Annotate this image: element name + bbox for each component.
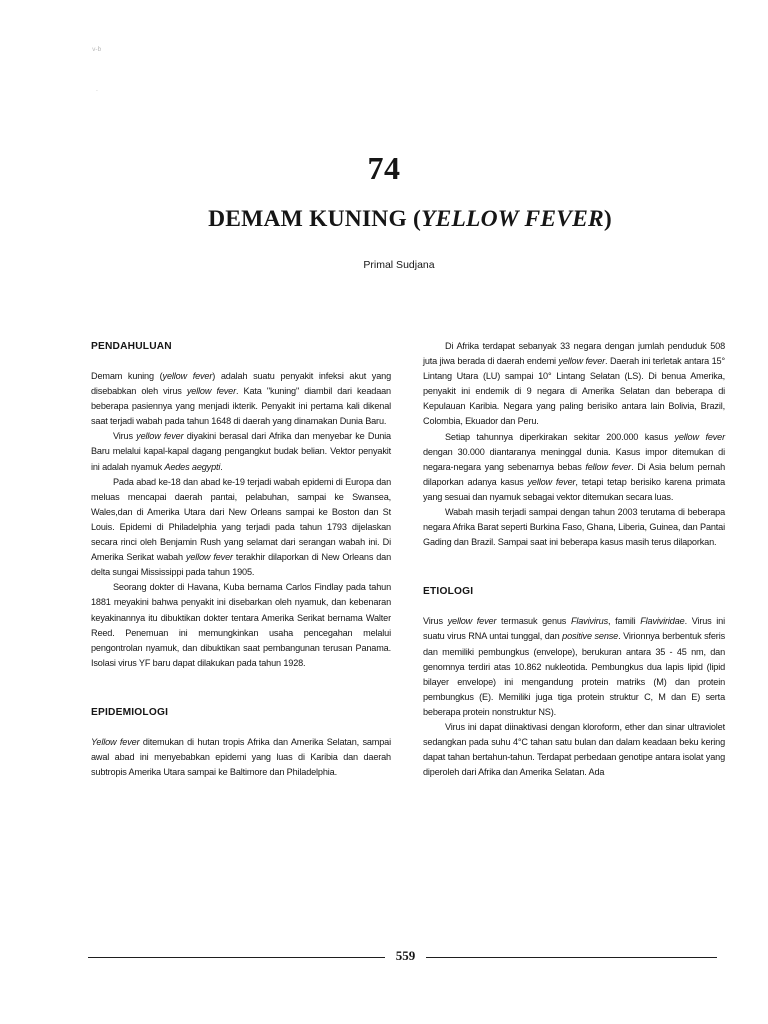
section-heading-pendahuluan: PENDAHULUAN [91, 341, 172, 352]
chapter-title-italic: YELLOW FEVER [421, 206, 604, 232]
page-mark: v-b [92, 46, 102, 53]
left-column [91, 339, 391, 780]
paragraph: Seorang dokter di Havana, Kuba bernama Carlos Findlay pada tahun 1881 meyakini bahwa penyakit ini disebarkan oleh nyamuk, dan kebenaran keyakinannya itu dibuktikan dokter tentara Amerika Serikat bernama Walter Reed. Penemuan ini memungkinkan usaha pencegahan melalui pengontrolan nyamuk, dan dibuktikan saat pembangunan terusan Panama. Isolasi virus YF baru dapat dilakukan pada tahun 1928. [91, 582, 391, 668]
paragraph: Virus yellow fever diyakini berasal dari Afrika dan menyebar ke Dunia Baru melalui kapal-kapal dagang pengangkut budak belian. Vektor penyakit ini adalah nyamuk Aedes aegypti. [91, 431, 391, 472]
paragraph: Setiap tahunnya diperkirakan sekitar 200.000 kasus yellow fever dengan 30.000 diantaranya meninggal dunia. Kasus impor ditemukan di negara-negara yang sebenarnya bebas fellow fever. Di Asia belum pernah dilaporkan adanya kasus yellow fever, tetapi tetap berisiko karena primata yang sesuai dan nyamuk sebagai vektor ditemukan secara luas. [423, 431, 725, 502]
paragraph: Di Afrika terdapat sebanyak 33 negara dengan jumlah penduduk 508 juta jiwa berada di daerah endemi yellow fever. Daerah ini terletak antara 15° Lintang Utara (LU) sampai 10° Lintang Selatan (LS). Di benua Amerika, penyakit ini endemik di 9 negara di Amerika Selatan dan beberapa di Kepulauan Karibia. Negara yang paling berisiko antara lain Bolivia, Brazil, Colombia, Ekuador dan Peru. [423, 341, 725, 427]
page-number: 559 [395, 948, 416, 963]
right-column [423, 339, 725, 780]
author-name: Primal Sudjana [363, 259, 435, 271]
footer-rule-right [426, 957, 717, 958]
footer-rule-left [88, 957, 385, 958]
paragraph: Yellow fever ditemukan di hutan tropis Afrika dan Amerika Selatan, sampai awal abad ini menyebabkan epidemi yang luas di Karibia dan daerah subtropis Amerika Utara sampai ke Baltimore dan Philadelphia. [91, 736, 391, 778]
chapter-title-end: ) [603, 206, 612, 232]
paragraph: Virus yellow fever termasuk genus Flavivirus, famili Flaviviridae. Virus ini suatu virus RNA untai tunggal, dan positive sense. Virionnya berbentuk sferis dan memiliki pembungkus (envelope), berukuran antara 35 - 45 nm, dan genomnya terdiri atas 10.862 nukleotida. Pembungkus dua lapis lipid (lipid bilayer envelope) ini mengandung protein matriks (M) dan protein pembungkus (E). Memiliki juga tiga protein struktur C, M dan E) serta beberapa protein nonstruktur NS). [423, 616, 725, 717]
paragraph: Pada abad ke-18 dan abad ke-19 terjadi wabah epidemi di Europa dan meluas mencapai daerah pantai, pelabuhan, sampai ke Swansea, Wales,dan di Amerika Utara dari New Orleans sampai ke Boston dan St Louis. Epidemi di Philadelphia yang terjadi pada tahun 1793 dijelaskan secara rinci oleh Benjamin Rush yang selamat dari serangan wabah ini. Di Amerika Serikat wabah yellow fever terakhir dilaporkan di New Orleans dan delta sungai Mississippi pada tahun 1905. [91, 476, 391, 578]
chapter-title [0, 206, 768, 233]
section-heading-etiologi: ETIOLOGI [423, 586, 474, 598]
section-heading-epidemiologi: EPIDEMIOLOGI [91, 706, 169, 718]
paragraph: Wabah masih terjadi sampai dengan tahun 2003 terutama di beberapa negara Afrika Barat seperti Burkina Faso, Ghana, Liberia, Guinea, dan Pantai Gading dan Brazil. Sampai saat ini beberapa kasus masih terus dilaporkan. [423, 507, 725, 548]
chapter-number: 74 [367, 150, 401, 186]
page-mark: · [96, 88, 98, 95]
chapter-title-main: DEMAM KUNING ( [208, 206, 422, 232]
paragraph: Demam kuning (yellow fever) adalah suatu penyakit infeksi akut yang disebabkan oleh virus yellow fever. Kata "kuning" diambil dari keadaan beberapa pasiennya yang menjadi ikterik. Penyakit ini pertama kali dikenal saat terjadi wabah pada tahun 1648 di daerah yang dinamakan Dunia Baru. [91, 371, 391, 427]
paragraph: Virus ini dapat diinaktivasi dengan kloroform, ether dan sinar ultraviolet sedangkan pada suhu 4°C tahan satu bulan dan dalam keadaan beku kering dapat tahan bertahun-tahun. Terdapat perbedaan genotipe antara isolat yang diperoleh dari Afrika dan Amerika Selatan. Ada [423, 721, 725, 778]
